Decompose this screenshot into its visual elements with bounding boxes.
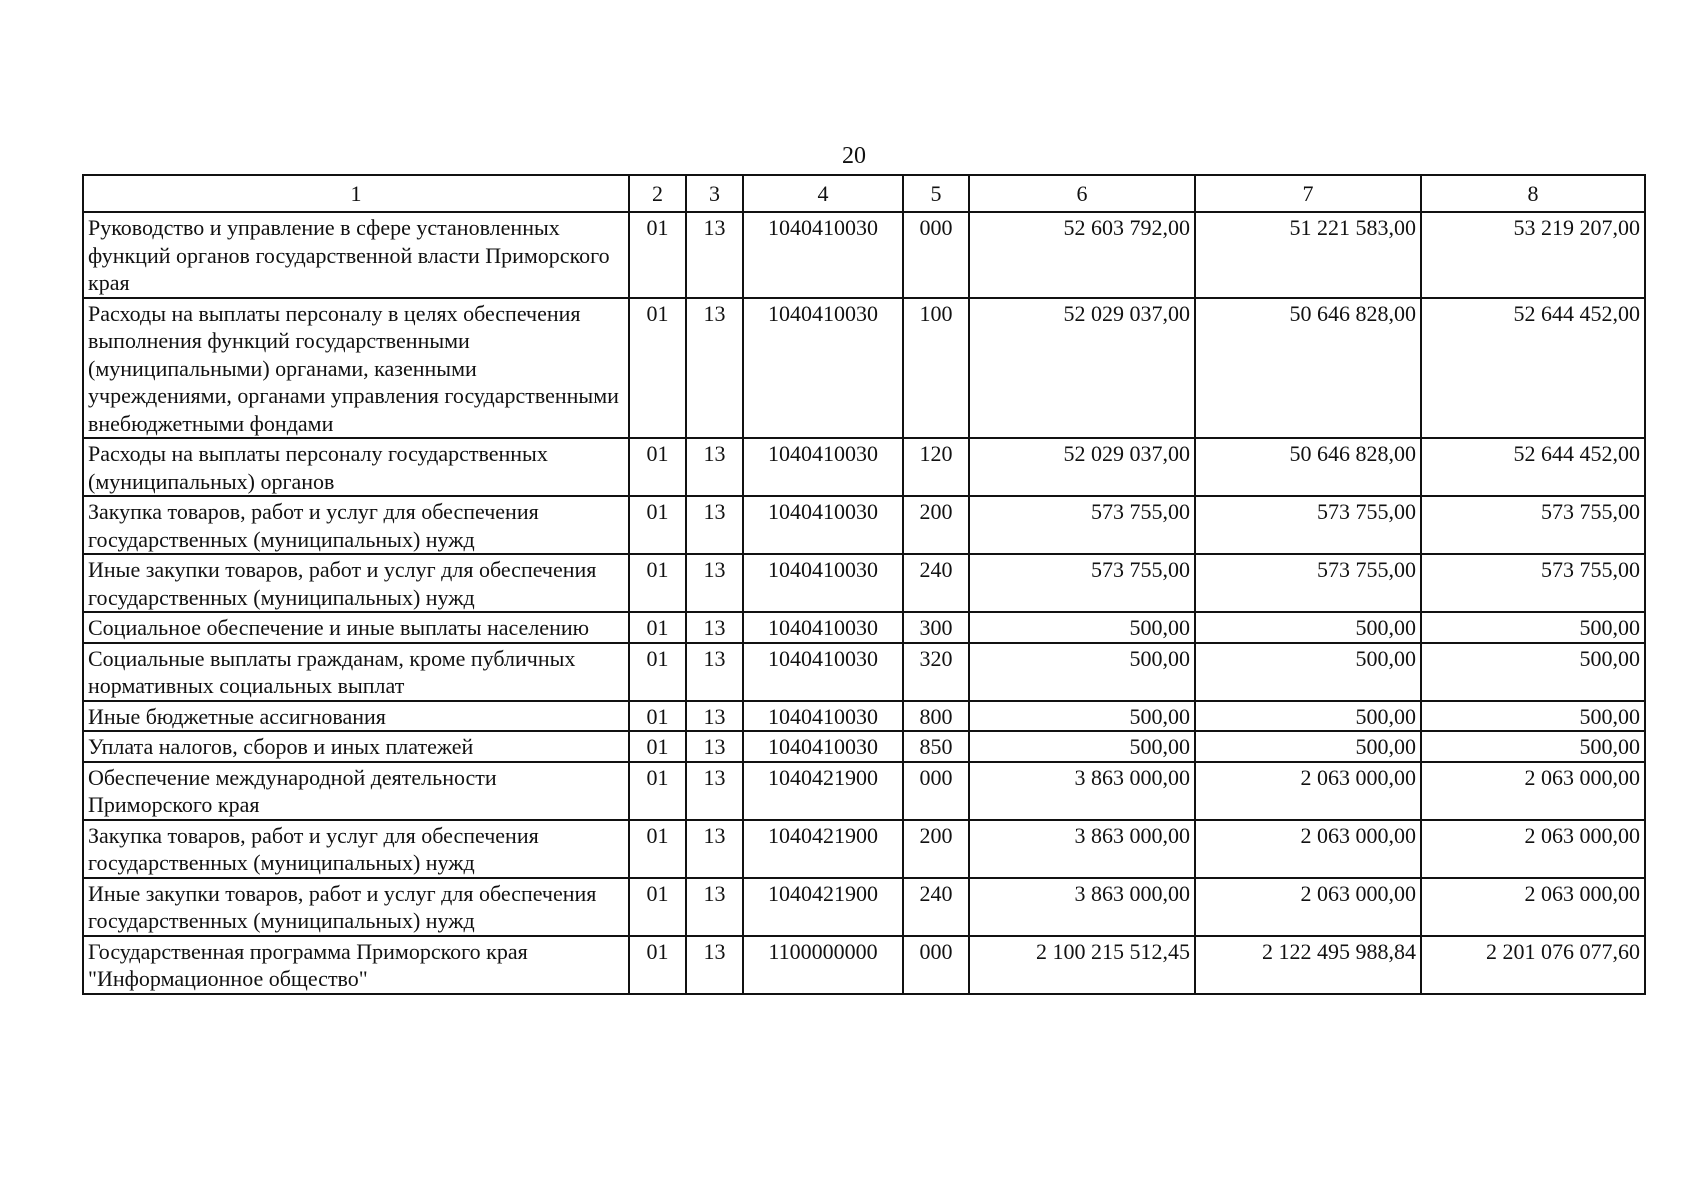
row-subsection: 13: [686, 936, 743, 994]
row-section: 01: [629, 612, 686, 643]
row-section: 01: [629, 643, 686, 701]
row-value-col8: 500,00: [1421, 643, 1645, 701]
row-value-col8: 2 063 000,00: [1421, 878, 1645, 936]
table-row: [83, 212, 1645, 298]
budget-table: [82, 174, 1646, 995]
row-value-col6: 500,00: [969, 701, 1195, 732]
row-value-col6: 3 863 000,00: [969, 762, 1195, 820]
row-value-col8: 52 644 452,00: [1421, 298, 1645, 439]
row-value-col6: 500,00: [969, 731, 1195, 762]
row-name: Расходы на выплаты персоналу государственных (муниципальных) органов: [83, 438, 629, 496]
row-name: Руководство и управление в сфере установленных функций органов государственной власти Приморского края: [83, 212, 629, 298]
row-value-col7: 573 755,00: [1195, 496, 1421, 554]
row-value-col7: 2 063 000,00: [1195, 820, 1421, 878]
row-value-col7: 2 063 000,00: [1195, 878, 1421, 936]
row-name: Закупка товаров, работ и услуг для обеспечения государственных (муниципальных) нужд: [83, 496, 629, 554]
row-value-col7: 2 122 495 988,84: [1195, 936, 1421, 994]
row-section: 01: [629, 878, 686, 936]
row-section: 01: [629, 298, 686, 439]
row-name: Иные бюджетные ассигнования: [83, 701, 629, 732]
table-row: [83, 762, 1645, 820]
row-name: Государственная программа Приморского края "Информационное общество": [83, 936, 629, 994]
row-target-code: 1040410030: [743, 298, 903, 439]
row-value-col8: 573 755,00: [1421, 554, 1645, 612]
row-target-code: 1040410030: [743, 612, 903, 643]
row-expense-type: 120: [903, 438, 969, 496]
row-expense-type: 850: [903, 731, 969, 762]
row-name: Иные закупки товаров, работ и услуг для обеспечения государственных (муниципальных) нужд: [83, 878, 629, 936]
table-row: [83, 298, 1645, 439]
row-subsection: 13: [686, 212, 743, 298]
row-target-code: 1040410030: [743, 701, 903, 732]
row-value-col7: 500,00: [1195, 731, 1421, 762]
row-expense-type: 300: [903, 612, 969, 643]
header-row: [83, 175, 1645, 212]
row-value-col6: 500,00: [969, 612, 1195, 643]
row-value-col8: 2 201 076 077,60: [1421, 936, 1645, 994]
row-target-code: 1040421900: [743, 762, 903, 820]
row-expense-type: 200: [903, 496, 969, 554]
row-subsection: 13: [686, 496, 743, 554]
row-target-code: 1100000000: [743, 936, 903, 994]
row-value-col7: 573 755,00: [1195, 554, 1421, 612]
row-subsection: 13: [686, 878, 743, 936]
row-value-col7: 50 646 828,00: [1195, 298, 1421, 439]
table-row: [83, 554, 1645, 612]
header-col-1: 1: [83, 175, 629, 212]
row-expense-type: 000: [903, 212, 969, 298]
row-value-col8: 500,00: [1421, 701, 1645, 732]
row-name: Закупка товаров, работ и услуг для обеспечения государственных (муниципальных) нужд: [83, 820, 629, 878]
row-name: Уплата налогов, сборов и иных платежей: [83, 731, 629, 762]
row-value-col6: 500,00: [969, 643, 1195, 701]
row-value-col7: 2 063 000,00: [1195, 762, 1421, 820]
row-value-col7: 500,00: [1195, 643, 1421, 701]
header-col-5: 5: [903, 175, 969, 212]
row-expense-type: 100: [903, 298, 969, 439]
row-name: Расходы на выплаты персоналу в целях обеспечения выполнения функций государственными (муниципальными) органами, казенными учреждениями, органами управления государственными внебюджетными фондами: [83, 298, 629, 439]
row-target-code: 1040410030: [743, 554, 903, 612]
row-value-col6: 3 863 000,00: [969, 878, 1195, 936]
row-expense-type: 000: [903, 762, 969, 820]
table-row: [83, 701, 1645, 732]
header-col-2: 2: [629, 175, 686, 212]
row-target-code: 1040410030: [743, 496, 903, 554]
row-value-col6: 573 755,00: [969, 554, 1195, 612]
row-target-code: 1040410030: [743, 212, 903, 298]
header-col-6: 6: [969, 175, 1195, 212]
row-value-col6: 52 029 037,00: [969, 438, 1195, 496]
row-value-col8: 52 644 452,00: [1421, 438, 1645, 496]
table-row: [83, 731, 1645, 762]
row-section: 01: [629, 701, 686, 732]
row-section: 01: [629, 554, 686, 612]
row-subsection: 13: [686, 820, 743, 878]
row-target-code: 1040421900: [743, 820, 903, 878]
row-subsection: 13: [686, 438, 743, 496]
row-section: 01: [629, 438, 686, 496]
row-value-col6: 3 863 000,00: [969, 820, 1195, 878]
row-expense-type: 000: [903, 936, 969, 994]
row-subsection: 13: [686, 701, 743, 732]
row-subsection: 13: [686, 612, 743, 643]
row-subsection: 13: [686, 731, 743, 762]
row-section: 01: [629, 496, 686, 554]
row-subsection: 13: [686, 554, 743, 612]
table-row: [83, 936, 1645, 994]
row-name: Обеспечение международной деятельности Приморского края: [83, 762, 629, 820]
header-col-7: 7: [1195, 175, 1421, 212]
row-value-col7: 51 221 583,00: [1195, 212, 1421, 298]
row-value-col8: 573 755,00: [1421, 496, 1645, 554]
table-row: [83, 878, 1645, 936]
row-target-code: 1040410030: [743, 438, 903, 496]
row-target-code: 1040421900: [743, 878, 903, 936]
row-value-col8: 2 063 000,00: [1421, 820, 1645, 878]
row-subsection: 13: [686, 643, 743, 701]
row-expense-type: 240: [903, 554, 969, 612]
row-target-code: 1040410030: [743, 643, 903, 701]
header-col-3: 3: [686, 175, 743, 212]
row-value-col8: 53 219 207,00: [1421, 212, 1645, 298]
row-value-col8: 500,00: [1421, 612, 1645, 643]
row-value-col6: 2 100 215 512,45: [969, 936, 1195, 994]
row-section: 01: [629, 212, 686, 298]
row-section: 01: [629, 820, 686, 878]
table-row: [83, 820, 1645, 878]
row-section: 01: [629, 762, 686, 820]
row-value-col6: 52 029 037,00: [969, 298, 1195, 439]
table-row: [83, 496, 1645, 554]
row-value-col8: 2 063 000,00: [1421, 762, 1645, 820]
row-name: Социальное обеспечение и иные выплаты населению: [83, 612, 629, 643]
table-row: [83, 643, 1645, 701]
row-value-col6: 52 603 792,00: [969, 212, 1195, 298]
table-row: [83, 612, 1645, 643]
header-col-4: 4: [743, 175, 903, 212]
row-name: Иные закупки товаров, работ и услуг для обеспечения государственных (муниципальных) нужд: [83, 554, 629, 612]
row-subsection: 13: [686, 298, 743, 439]
row-value-col6: 573 755,00: [969, 496, 1195, 554]
row-expense-type: 320: [903, 643, 969, 701]
row-value-col7: 500,00: [1195, 612, 1421, 643]
row-section: 01: [629, 731, 686, 762]
row-expense-type: 800: [903, 701, 969, 732]
row-expense-type: 240: [903, 878, 969, 936]
row-value-col7: 50 646 828,00: [1195, 438, 1421, 496]
table-row: [83, 438, 1645, 496]
row-expense-type: 200: [903, 820, 969, 878]
header-col-8: 8: [1421, 175, 1645, 212]
page-number: 20: [842, 143, 866, 169]
row-section: 01: [629, 936, 686, 994]
row-subsection: 13: [686, 762, 743, 820]
row-value-col8: 500,00: [1421, 731, 1645, 762]
row-target-code: 1040410030: [743, 731, 903, 762]
row-value-col7: 500,00: [1195, 701, 1421, 732]
row-name: Социальные выплаты гражданам, кроме публичных нормативных социальных выплат: [83, 643, 629, 701]
